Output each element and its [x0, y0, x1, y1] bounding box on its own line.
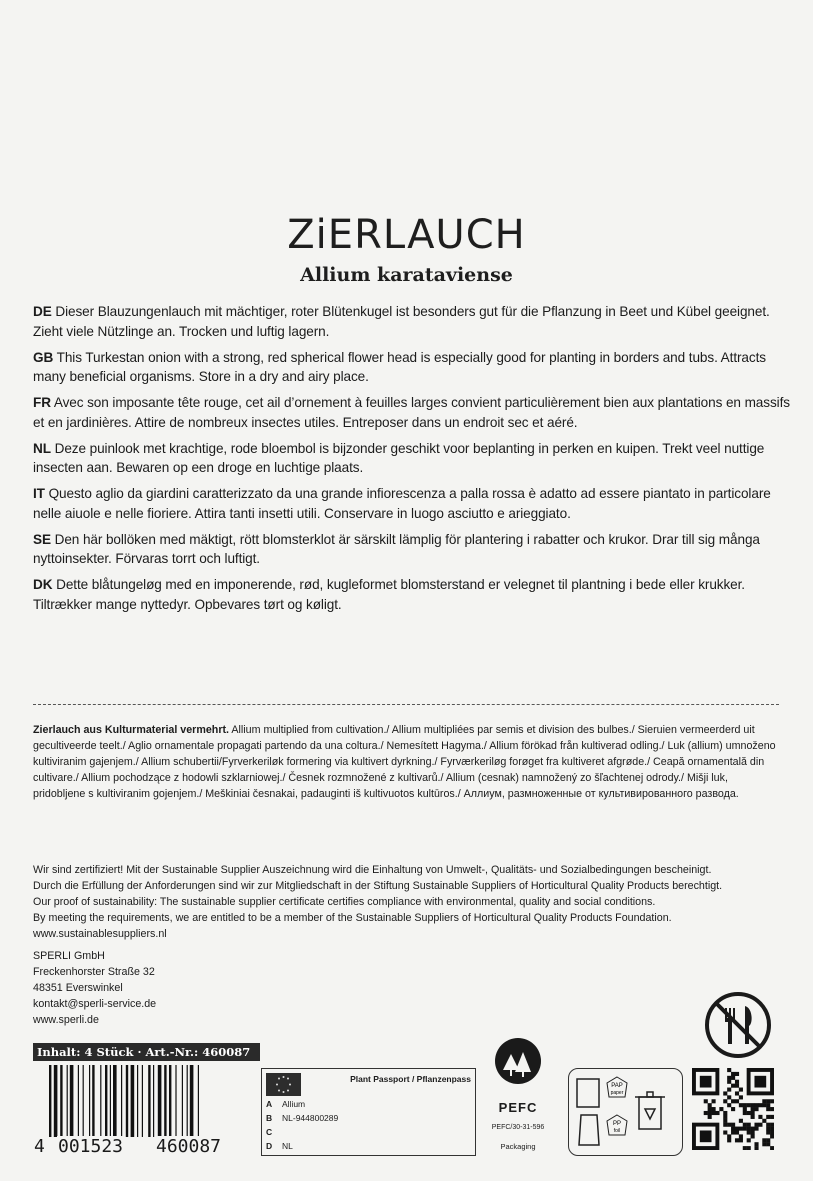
description-se: SE Den här bollöken med mäktigt, rött blomsterklot är särskilt lämplig för plantering i rabatter och krukor. Drar till sig många nyttoinsekter. Förvaras torrt och luftigt. [33, 531, 760, 566]
cert-link: www.sustainablesuppliers.nl [33, 928, 167, 940]
barcode-digit-left: 001523 [58, 1136, 124, 1157]
description-dk: DK Dette blåtungeløg med en imponerende, rød, kugleformet blomsterstand er velegnet til plantning i bede eller krukker. Tiltrækker mange nyttedyr. Opbevares tørt og køligt. [33, 577, 745, 612]
eu-flag-icon [266, 1073, 301, 1096]
product-title: ZiERLAUCH [287, 212, 526, 258]
passport-row-a: A Allium [266, 1099, 306, 1109]
paper-label-icon [607, 1077, 627, 1135]
paper-bag-icon [577, 1079, 599, 1145]
company-address [33, 948, 156, 1028]
cert-line: Durch die Erfüllung der Anforderungen sind wir zur Mitgliedschaft in der Stiftung Sustainable Suppliers of Horticultural Quality Products berechtigt. [33, 880, 723, 892]
pefc-packaging: Packaging [500, 1142, 536, 1151]
pefc-code: PEFC/30-31-596 [491, 1124, 545, 1131]
passport-row-c: C [266, 1127, 273, 1137]
cert-line: By meeting the requirements, we are entitled to be a member of the Sustainable Suppliers of Horticultural Quality Products Foundation. [33, 912, 672, 924]
cert-line: Wir sind zertifiziert! Mit der Sustainable Supplier Auszeichnung wird die Einhaltung von Umwelt-, Qualitäts- und Sozialbedingungen bescheinigt. [33, 864, 712, 876]
pefc-name: PEFC [498, 1100, 538, 1115]
contents-label: Inhalt: 4 Stück · Art.-Nr.: 460087 [33, 1043, 260, 1061]
description-fr: FR Avec son imposante tête rouge, cet ail d’ornement à feuilles larges convient particulièrement bien aux plantations en massifs et en jardinières. Attire de nombreux insectes utiles. Entreposer dans un endroit sec et aéré. [33, 395, 790, 430]
plant-passport [261, 1068, 476, 1156]
passport-row-b: B NL-944800289 [266, 1113, 339, 1123]
qr-code-icon[interactable] [692, 1068, 774, 1150]
certification-text [33, 862, 793, 942]
dashed-divider [33, 704, 779, 705]
barcode-digit-right: 460087 [156, 1136, 222, 1157]
pefc-logo-icon [493, 1036, 543, 1086]
description-list [33, 302, 795, 621]
description-gb: GB This Turkestan onion with a strong, red spherical flower head is especially good for planting in borders and tubs. Attracts many beneficial organisms. Store in a dry and airy place. [33, 349, 766, 384]
cert-line: Our proof of sustainability: The sustainable supplier certificate certifies compliance with environmental, quality and social conditions. [33, 896, 656, 908]
description-nl: NL Deze puinlook met krachtige, rode bloembol is bijzonder geschikt voor beplanting in perken en kuipen. Trekt veel nuttige insecten aan. Bewaren op een droge en luchtige plaats. [33, 440, 765, 475]
svg-text:foil: foil [613, 1128, 621, 1134]
no-food-icon [703, 990, 773, 1060]
email: kontakt@sperli-service.de [33, 998, 157, 1010]
passport-row-d: D NL [266, 1141, 293, 1151]
street: Freckenhorster Straße 32 [33, 966, 155, 978]
company-name: SPERLI GmbH [33, 950, 105, 962]
city: 48351 Everswinkel [33, 982, 123, 994]
description-it: IT Questo aglio da giardini caratterizzato da una grande infiorescenza a palla rossa è adatto ad essere piantato in particolare nelle aiuole e nelle fioriere. Attira tanti insetti utili. Conservare in luogo asciutto e arieggiato. [33, 486, 771, 521]
recycle-bin-icon [635, 1092, 665, 1129]
botanical-name: Allium karataviense [300, 264, 513, 286]
pefc-certification [483, 1030, 553, 1155]
barcode-digit-prefix: 4 [34, 1136, 45, 1157]
svg-text:PP: PP [612, 1121, 622, 1127]
description-de: DE Dieser Blauzungenlauch mit mächtiger, roter Blütenkugel ist besonders gut für die Pflanzung in Beet und Kübel geeignet. Zieht viele Nützlinge an. Trocken und luftig lagern. [33, 304, 770, 339]
svg-text:paper: paper [610, 1090, 624, 1096]
origin-statement: Zierlauch aus Kulturmaterial vermehrt. Allium multiplied from cultivation./ Allium multipliées par semis et division des bulbes./ Sieruien vermeerderd uit gecultiveerde teelt./ Aglio ornamentale propagati partendo da una coltura./ Nemesített Hagyma./ Allium förökad från kultiverad odling./ Luk (allium) umnoženo kultiviranim gajenjem./ Allium schubertii/Fyrverkeriløk formering via kultivert dyrkning./ Fyrværkeriløg forøget fra kultiveret afgrøde./ Ceapă ornamentală din cultivare./ Allium pochodzące z hodowli szklarniowej./ Česnek rozmnožené z kultivarů./ Allium (cesnak) namnožený zo šľachtenej odrody./ Mišji luk, pridobljene s kultiviranim gojenjem./ Meškiniai česnakai, padauginti iš kultivuotos kultūros./ Аллиум, размноженные от культивированного развода. [33, 724, 776, 800]
svg-text:PAP: PAP [611, 1083, 623, 1089]
passport-title: Plant Passport / Pflanzenpass [350, 1074, 471, 1084]
website: www.sperli.de [33, 1014, 99, 1026]
recycle-box [568, 1068, 683, 1156]
barcode-digits [33, 1136, 260, 1160]
